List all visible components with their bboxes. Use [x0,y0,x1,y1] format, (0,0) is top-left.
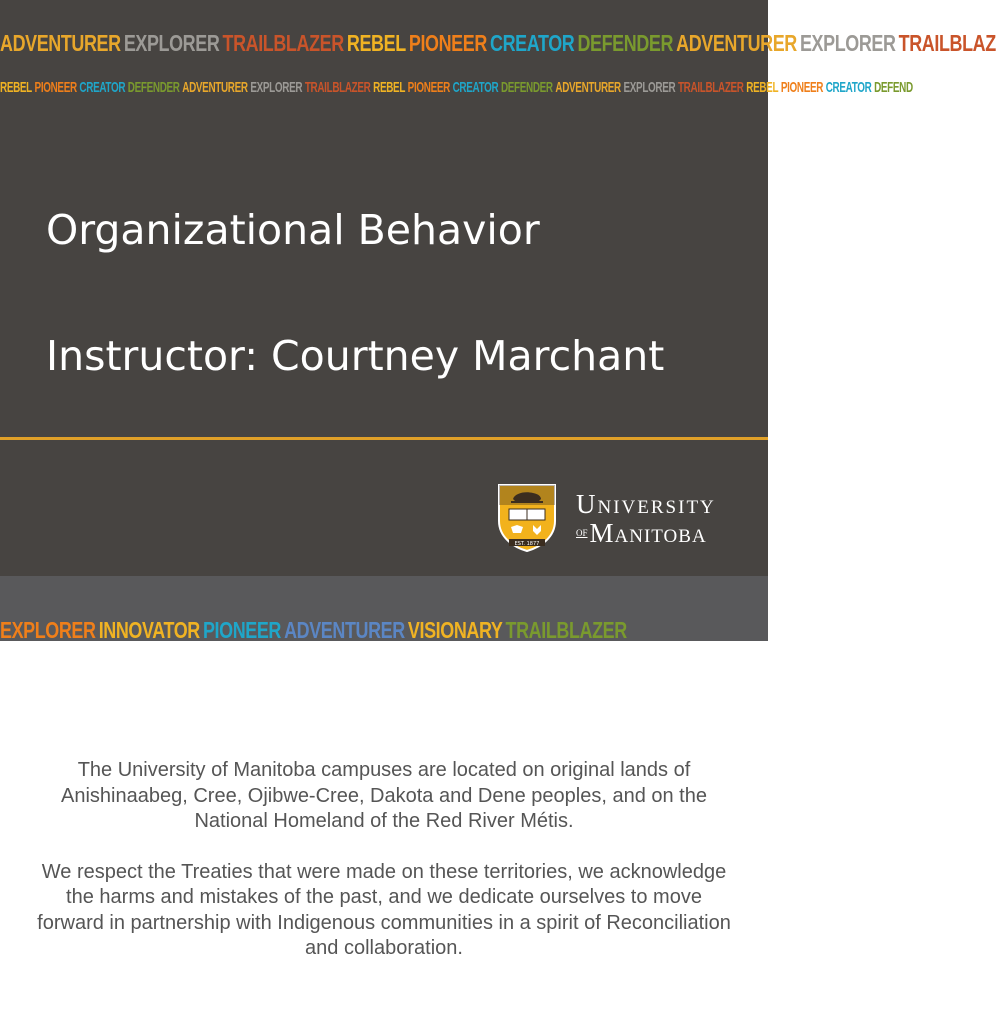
banner-word: PIONEER [202,617,281,643]
banner-word: CREATOR [452,79,499,96]
banner-words-second [0,79,915,96]
banner-word: ADVENTURER [182,79,248,96]
banner-word: ADVENTURER [284,617,405,643]
acknowledgement-paragraph-2: We respect the Treaties that were made on these territories, we acknowledge the harms and mistakes of the past, and we dedicate ourselves to move forward in partnership with Indigenous communities in a spirit of Reconciliation and collaboration. [37,860,731,959]
instructor-name: Instructor: Courtney Marchant [46,332,665,380]
banner-word: DEFENDER [577,30,674,56]
banner-word: INNOVATOR [98,617,200,643]
banner-word: EXPLORER [250,79,303,96]
banner-word: PIONEER [408,30,487,56]
banner-word: REBEL [346,30,406,56]
banner-word: PIONEER [34,79,77,96]
banner-word: REBEL [373,79,406,96]
banner-word: ADVENTURER [0,30,121,56]
wordmark-manitoba-line [576,520,716,547]
banner-word: ADVENTURER [555,79,621,96]
banner-word: TRAILBLAZ [898,30,996,56]
wordmark-university: University [576,489,716,519]
banner-word: CREATOR [79,79,126,96]
university-crest-icon [495,481,559,553]
acknowledgement-paragraph-1: The University of Manitoba campuses are located on original lands of Anishinaabeg, Cree, Ojibwe-Cree, Dakota and Dene peoples, and on the National Homeland of the Red River Métis. [61,759,707,832]
banner-words-top [0,30,999,57]
banner-word: EXPLORER [799,30,896,56]
crest-year: EST. 1877 [514,541,540,547]
banner-word: EXPLORER [0,617,96,643]
banner-word: CREATOR [825,79,872,96]
land-acknowledgement [30,758,738,962]
banner-word: REBEL [0,79,32,96]
wordmark-of: of [576,524,588,539]
banner-word: CREATOR [490,30,575,56]
banner-word: ADVENTURER [676,30,797,56]
banner-word: PIONEER [407,79,450,96]
banner-word: TRAILBLAZER [222,30,344,56]
gold-divider [0,437,768,440]
banner-word: TRAILBLAZER [677,79,744,96]
banner-word: VISIONARY [407,617,503,643]
banner-word: TRAILBLAZER [304,79,371,96]
banner-word: DEFENDER [500,79,553,96]
university-wordmark [576,491,716,547]
banner-word: REBEL [746,79,779,96]
banner-word: EXPLORER [123,30,220,56]
wordmark-manitoba: Manitoba [589,518,707,548]
banner-word: EXPLORER [623,79,676,96]
banner-word: PIONEER [780,79,824,96]
course-title: Organizational Behavior [46,206,540,254]
banner-word: TRAILBLAZER [505,617,627,643]
banner-word: DEFENDER [127,79,180,96]
banner-words-bottom [0,617,630,644]
banner-word: DEFEND [874,79,913,96]
